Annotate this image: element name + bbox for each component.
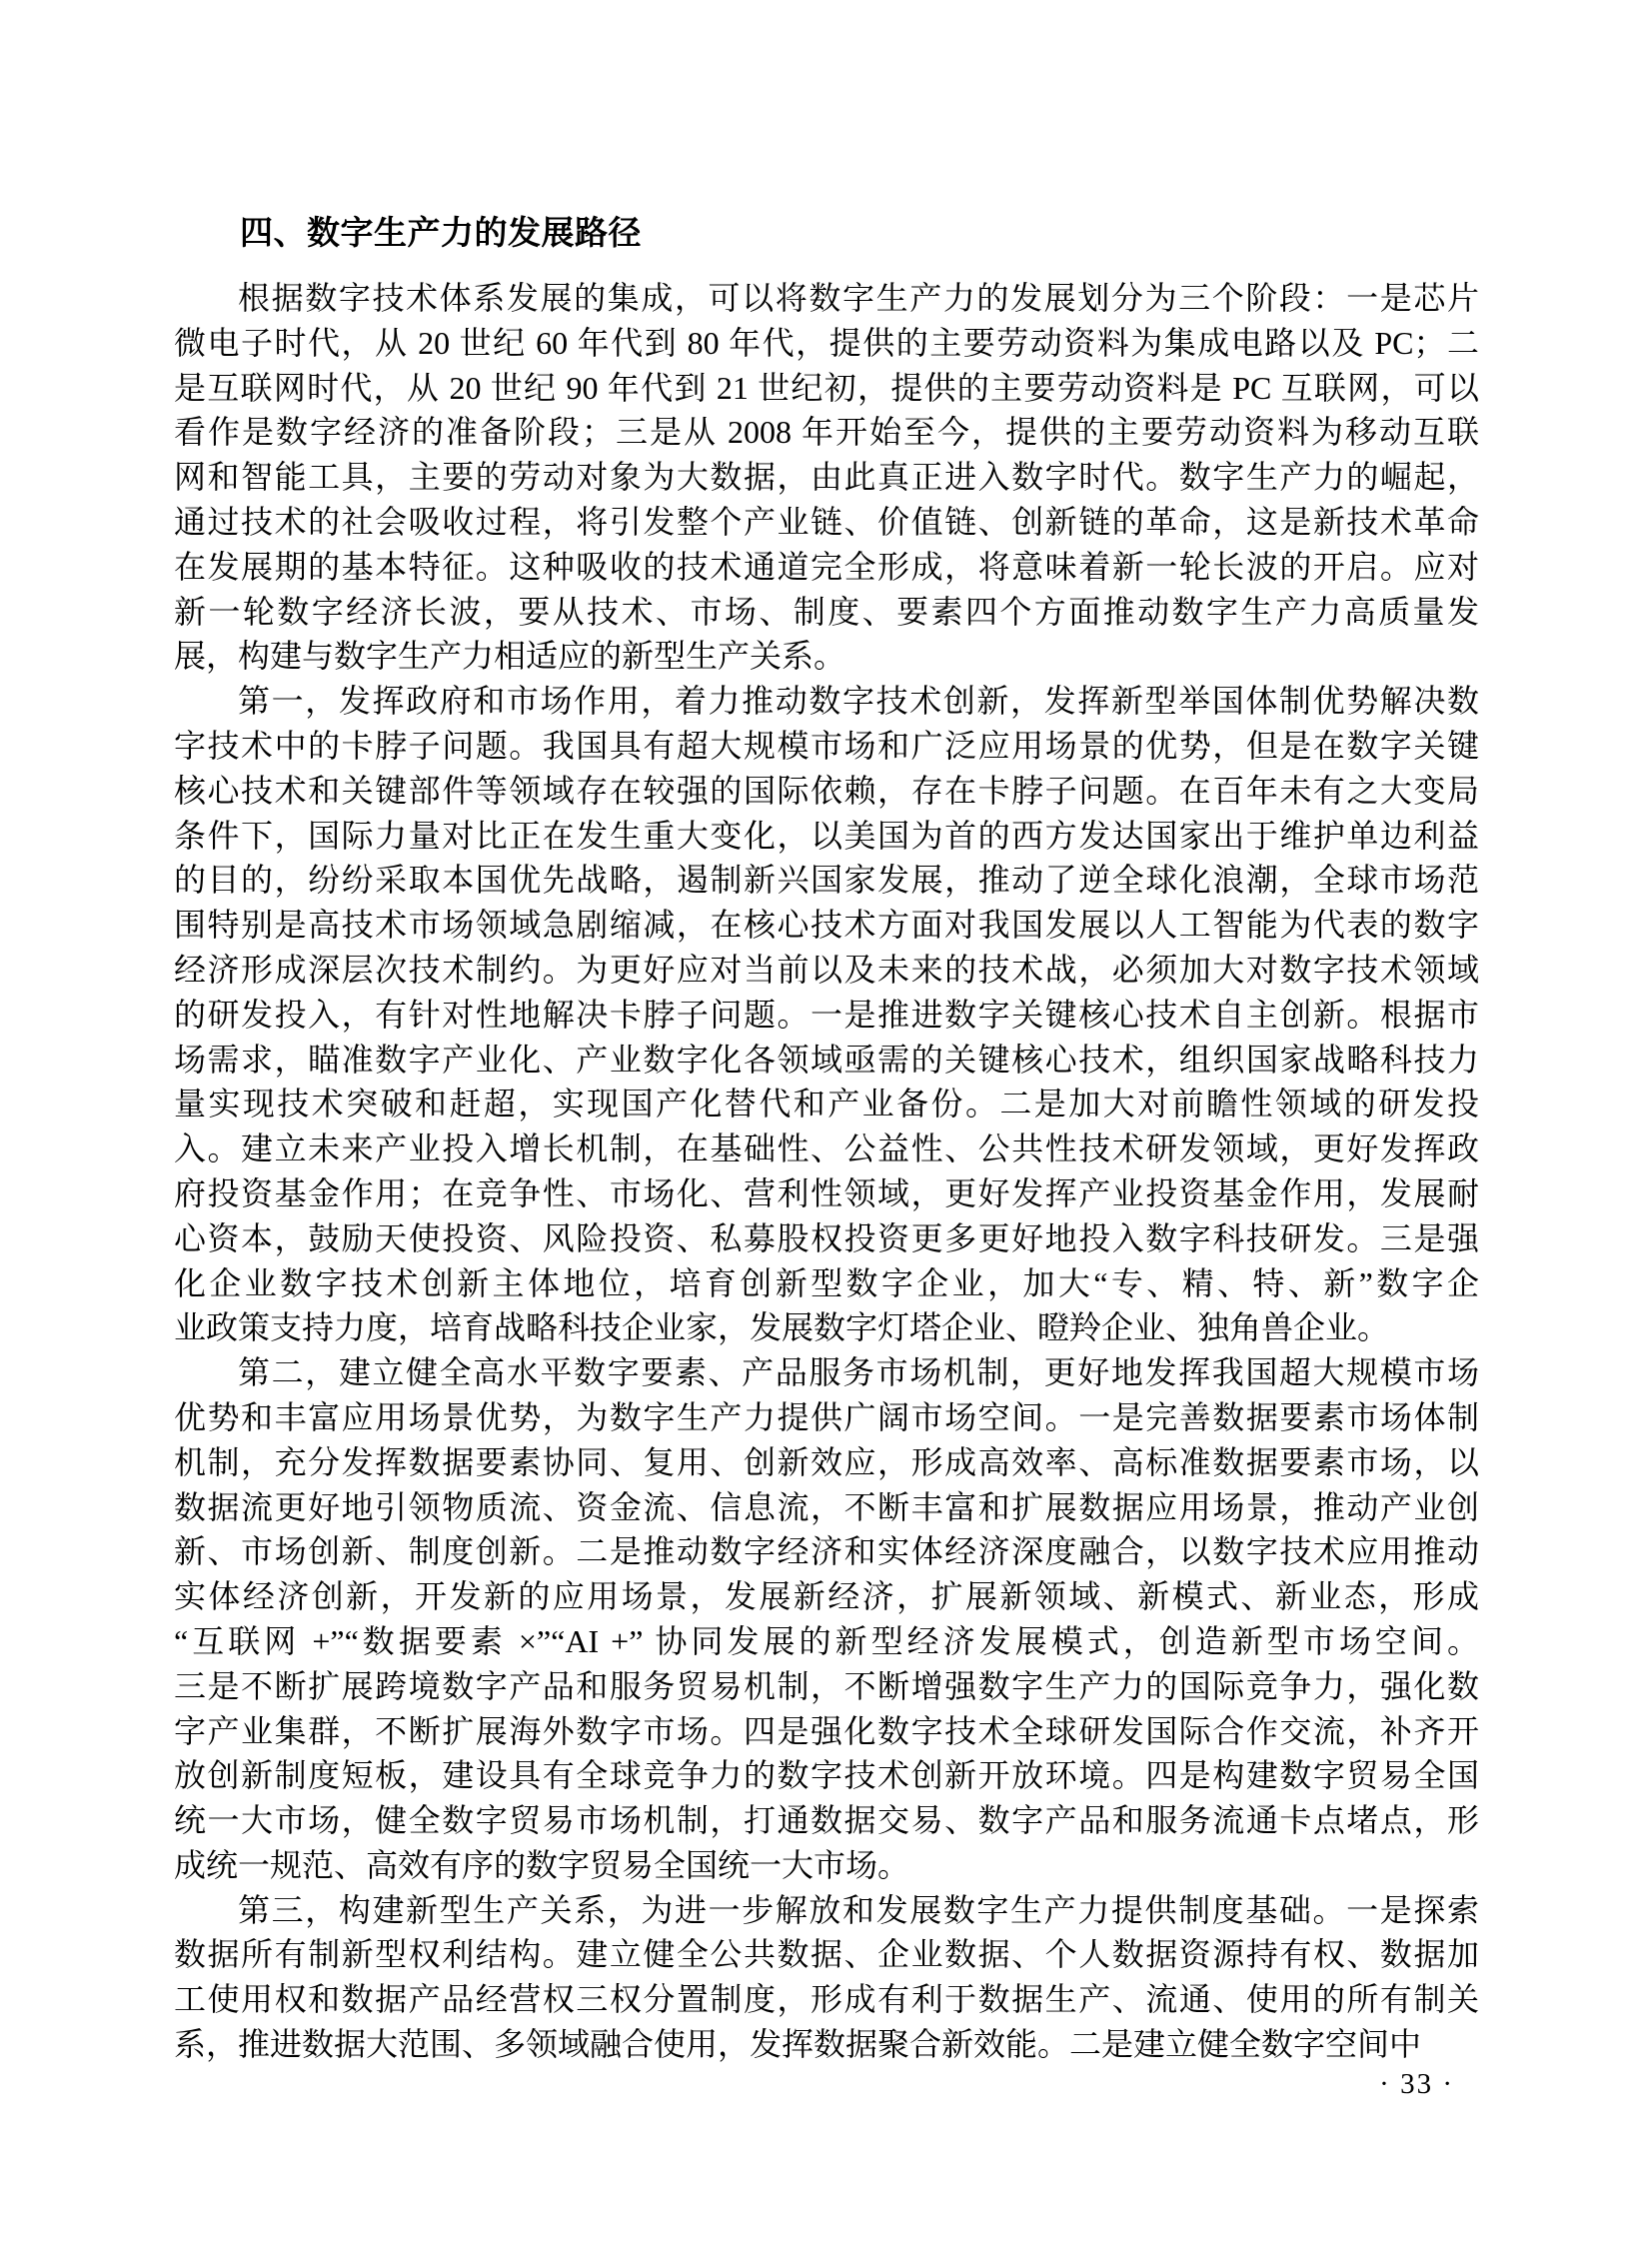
text-line: 第三，构建新型生产关系，为进一步解放和发展数字生产力提供制度基础。一是探索 — [238, 1891, 1479, 1928]
text-line: 统一大市场，健全数字贸易市场机制，打通数据交易、数字产品和服务流通卡点堵点，形 — [174, 1802, 1479, 1839]
text-line: “互联网 +”“数据要素 ×”“AI +” 协同发展的新型经济发展模式，创造新型市场空间。 — [174, 1622, 1479, 1659]
paragraph — [174, 1350, 1479, 1888]
text-line: 条件下，国际力量对比正在发生重大变化，以美国为首的西方发达国家出于维护单边利益 — [174, 817, 1479, 854]
text-line: 根据数字技术体系发展的集成，可以将数字生产力的发展划分为三个阶段：一是芯片 — [238, 280, 1479, 316]
text-line: 数据流更好地引领物质流、资金流、信息流，不断丰富和扩展数据应用场景，推动产业创 — [174, 1488, 1479, 1525]
text-line: 工使用权和数据产品经营权三权分置制度，形成有利于数据生产、流通、使用的所有制关 — [174, 1981, 1479, 2018]
text-line: 府投资基金作用；在竞争性、市场化、营利性领域，更好发挥产业投资基金作用，发展耐 — [174, 1174, 1479, 1211]
text-line: 第二，建立健全高水平数字要素、产品服务市场机制，更好地发挥我国超大规模市场 — [238, 1354, 1479, 1391]
text-line: 数据所有制新型权利结构。建立健全公共数据、企业数据、个人数据资源持有权、数据加 — [174, 1936, 1479, 1973]
text-line: 新、市场创新、制度创新。二是推动数字经济和实体经济深度融合，以数字技术应用推动 — [174, 1533, 1479, 1570]
text-line: 三是不断扩展跨境数字产品和服务贸易机制，不断增强数字生产力的国际竞争力，强化数 — [174, 1667, 1479, 1704]
paragraph — [174, 1888, 1479, 2067]
section-heading: 四、数字生产力的发展路径 — [240, 214, 642, 251]
document-body — [174, 210, 1479, 2067]
paragraph — [174, 679, 1479, 1350]
text-line: 量实现技术突破和赶超，实现国产化替代和产业备份。二是加大对前瞻性领域的研发投 — [174, 1086, 1479, 1122]
text-line: 微电子时代，从 20 世纪 60 年代到 80 年代，提供的主要劳动资料为集成电路以及 PC；二 — [174, 324, 1479, 361]
page-number: · 33 · — [1379, 2068, 1454, 2100]
text-line: 字技术中的卡脖子问题。我国具有超大规模市场和广泛应用场景的优势，但是在数字关键 — [174, 727, 1479, 764]
text-line: 机制，充分发挥数据要素协同、复用、创新效应，形成高效率、高标准数据要素市场，以 — [174, 1443, 1479, 1480]
text-line: 是互联网时代，从 20 世纪 90 年代到 21 世纪初，提供的主要劳动资料是 PC 互联网，可以 — [174, 369, 1479, 406]
paragraph — [174, 276, 1479, 679]
text-line: 的目的，纷纷采取本国优先战略，遏制新兴国家发展，推动了逆全球化浪潮，全球市场范 — [174, 862, 1479, 899]
text-line: 成统一规范、高效有序的数字贸易全国统一大市场。 — [174, 1846, 910, 1883]
text-line: 核心技术和关键部件等领域存在较强的国际依赖，存在卡脖子问题。在百年未有之大变局 — [174, 772, 1479, 809]
text-line: 实体经济创新，开发新的应用场景，发展新经济，扩展新领域、新模式、新业态，形成 — [174, 1578, 1479, 1615]
text-line: 的研发投入，有针对性地解决卡脖子问题。一是推进数字关键核心技术自主创新。根据市 — [174, 996, 1479, 1033]
text-line: 网和智能工具，主要的劳动对象为大数据，由此真正进入数字时代。数字生产力的崛起， — [174, 459, 1479, 496]
text-line: 放创新制度短板，建设具有全球竞争力的数字技术创新开放环境。四是构建数字贸易全国 — [174, 1757, 1479, 1794]
text-line: 在发展期的基本特征。这种吸收的技术通道完全形成，将意味着新一轮长波的开启。应对 — [174, 548, 1479, 585]
text-line: 系，推进数据大范围、多领域融合使用，发挥数据聚合新效能。二是建立健全数字空间中 — [174, 2026, 1422, 2063]
paragraphs-container — [174, 276, 1479, 2067]
text-line: 展，构建与数字生产力相适应的新型生产关系。 — [174, 638, 846, 675]
text-line: 化企业数字技术创新主体地位，培育创新型数字企业，加大“专、精、特、新”数字企 — [174, 1264, 1479, 1301]
text-line: 新一轮数字经济长波，要从技术、市场、制度、要素四个方面推动数字生产力高质量发 — [174, 593, 1479, 630]
text-line: 心资本，鼓励天使投资、风险投资、私募股权投资更多更好地投入数字科技研发。三是强 — [174, 1219, 1479, 1256]
text-line: 业政策支持力度，培育战略科技企业家，发展数字灯塔企业、瞪羚企业、独角兽企业。 — [174, 1309, 1390, 1346]
text-line: 经济形成深层次技术制约。为更好应对当前以及未来的技术战，必须加大对数字技术领域 — [174, 951, 1479, 988]
text-line: 围特别是高技术市场领域急剧缩减，在核心技术方面对我国发展以人工智能为代表的数字 — [174, 907, 1479, 944]
text-line: 通过技术的社会吸收过程，将引发整个产业链、价值链、创新链的革命，这是新技术革命 — [174, 503, 1479, 540]
text-line: 看作是数字经济的准备阶段；三是从 2008 年开始至今，提供的主要劳动资料为移动互联 — [174, 414, 1479, 451]
text-line: 优势和丰富应用场景优势，为数字生产力提供广阔市场空间。一是完善数据要素市场体制 — [174, 1398, 1479, 1435]
text-line: 第一，发挥政府和市场作用，着力推动数字技术创新，发挥新型举国体制优势解决数 — [238, 683, 1479, 720]
text-line: 字产业集群，不断扩展海外数字市场。四是强化数字技术全球研发国际合作交流，补齐开 — [174, 1712, 1479, 1749]
text-line: 场需求，瞄准数字产业化、产业数字化各领域亟需的关键核心技术，组织国家战略科技力 — [174, 1041, 1479, 1078]
text-line: 入。建立未来产业投入增长机制，在基础性、公益性、公共性技术研发领域，更好发挥政 — [174, 1130, 1479, 1167]
